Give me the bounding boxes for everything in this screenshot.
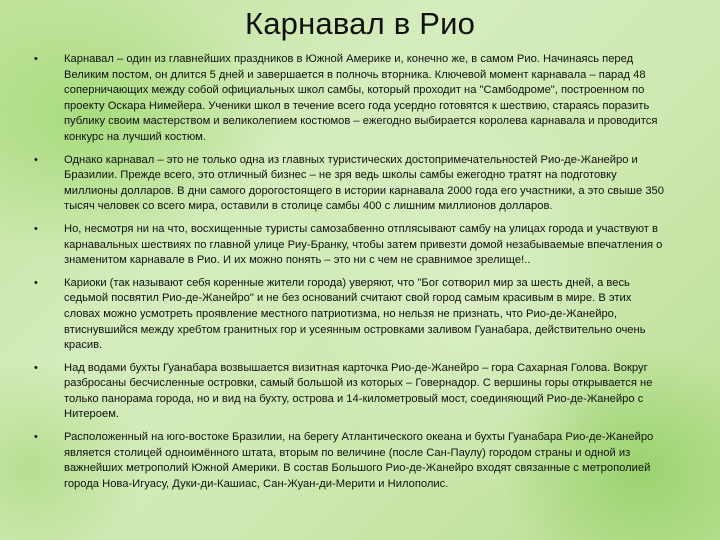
bullet-icon: •	[34, 276, 38, 289]
paragraph-text: Карнавал – один из главнейших праздников в Южной Америке и, конечно же, в самом Рио. Начинаясь перед Великим постом, он длится 5 дней и завершается в полночь вторника. Ключевой момент карнавала – парад 48 соперничающих между собой официальных школ самбы, который проходит на "Самбодроме", построенном по проекту Оскара Нимейера. Ученики школ в течение всего года усердно готовятся к шествию, стараясь поразить публику своим мастерством и великолепием костюмов – ежегодно выбирается королева карнавала и проводится конкурс на лучший костюм.	[64, 53, 658, 143]
bullet-icon: •	[34, 153, 38, 166]
paragraph-text: Однако карнавал – это не только одна из главных туристических достопримечательностей Рио-де-Жанейро и Бразилии. Прежде всего, это отличный бизнес – не зря ведь школы самбы ежегодно тратят на подготовку миллионы долларов. В дни самого дорогостоящего в истории карнавала 2000 года его участники, а это свыше 350 тысяч человек со всего мира, оставили в столице самбы 400 с лишним миллионов долларов.	[64, 153, 664, 213]
list-item	[34, 52, 670, 146]
bullet-icon: •	[34, 431, 38, 444]
paragraph-text: Расположенный на юго-востоке Бразилии, на берегу Атлантического океана и бухты Гуанабара Рио-де-Жанейро является столицей одноимённого штата, вторым по величине (после Сан-Паулу) городом страны и одной из важнейших метрополий Южной Америки. В состав Большого Рио-де-Жанейро входят связанные с метрополией города Нова-Игуасу, Дуки-ди-Кашиас, Сан-Жуан-ди-Мерити и Нилополис.	[64, 431, 654, 490]
bullet-icon: •	[34, 53, 38, 65]
bullet-list	[34, 52, 670, 499]
list-item	[34, 153, 670, 215]
list-item	[34, 430, 670, 492]
list-item	[34, 222, 670, 269]
bullet-icon: •	[34, 361, 38, 374]
list-item	[34, 361, 670, 423]
paragraph-text: Над водами бухты Гуанабара возвышается визитная карточка Рио-де-Жанейро – гора Сахарная Голова. Вокруг разбросаны бесчисленные островки, самый большой из которых – Говернадор. С вершины горы открывается не только панорама города, но и вид на бухту, острова и 14-километровый мост, соединяющий Рио-де-Жанейро с Нитероем.	[64, 361, 653, 421]
paragraph-text: Но, несмотря ни на что, восхищенные туристы самозабвенно отплясывают самбу на улицах города и участвуют в карнавальных шествиях по главной улице Риу-Бранку, чтобы затем привезти домой незабываемые впечатления о знаменитом карнавале в Рио. И их можно понять – это ни с чем не сравнимое зрелище!..	[64, 222, 663, 267]
slide-title: Карнавал в Рио	[244, 6, 476, 41]
paragraph-text: Кариоки (так называют себя коренные жители города) уверяют, что "Бог сотворил мир за шесть дней, а весь седьмой посвятил Рио-де-Жанейро" и не без оснований считают свой город самым красивым в мире. В этих словах можно усмотреть проявление местного патриотизма, но нельзя не признать, что Рио-де-Жанейро, втиснувшийся между хребтом гранитных гор и усеянным островками заливом Гуанабара, действительно очень красив.	[64, 276, 646, 352]
bullet-icon: •	[34, 222, 38, 235]
list-item	[34, 276, 670, 354]
